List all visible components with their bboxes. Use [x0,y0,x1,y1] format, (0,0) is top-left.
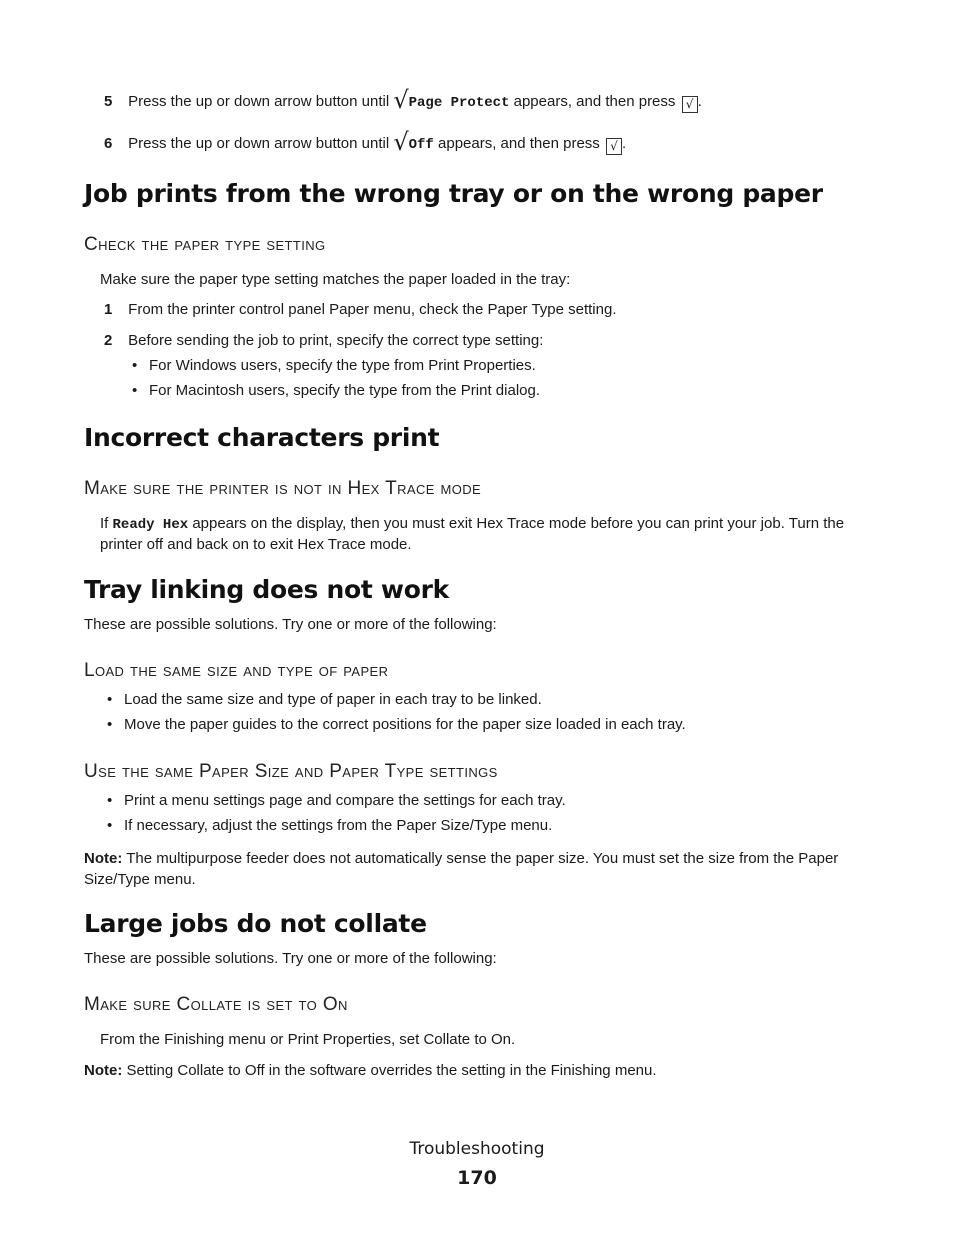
list-item-text: For Windows users, specify the type from Print Properties. [149,357,536,374]
section-heading: Tray linking does not work [84,575,449,604]
display-code: Page Protect [408,95,510,111]
step-text: From the printer control panel Paper menu, check the Paper Type setting. [128,301,617,318]
step-text: Before sending the job to print, specify the correct type setting: [128,332,544,349]
bullet-icon: • [107,817,113,834]
bullet-icon: • [107,792,113,809]
note-text: The multipurpose feeder does not automatically sense the paper size. You must set the size from the Paper [126,850,839,867]
section-heading: Incorrect characters print [84,423,440,452]
step-1 [104,300,617,320]
paragraph: From the Finishing menu or Print Properties, set Collate to On. [100,1031,516,1048]
note-label: Note: [84,1062,123,1079]
bullet-icon: • [107,716,113,733]
bullet-icon: • [132,382,138,399]
list-item-text: Move the paper guides to the correct positions for the paper size loaded in each tray. [124,716,686,733]
step-2 [104,331,543,351]
step-text: Press the up or down arrow button until [128,135,390,152]
note [84,1060,657,1081]
list-item-text: Print a menu settings page and compare the settings for each tray. [124,792,566,809]
note-text: Setting Collate to Off in the software overrides the setting in the Finishing menu. [126,1062,657,1079]
step-end: . [621,135,627,152]
bullet-icon: • [132,357,138,374]
step-number: 6 [104,135,113,152]
step-5 [104,88,702,113]
step-text-after: appears, and then press [438,135,600,152]
list-item [107,690,542,710]
list-item-text: If necessary, adjust the settings from the Paper Size/Type menu. [124,817,553,834]
paragraph: These are possible solutions. Try one or more of the following: [84,616,497,633]
step-6 [104,130,626,155]
paragraph-continued: printer off and back on to exit Hex Trace mode. [100,536,412,553]
paragraph [100,513,890,536]
step-text: Press the up or down arrow button until [128,93,390,110]
list-item-text: Load the same size and type of paper in each tray to be linked. [124,691,542,708]
note [84,848,884,869]
paragraph-text: appears on the display, then you must exit Hex Trace mode before you can print your job. Turn the [192,515,845,532]
display-code: Off [408,137,434,153]
select-button-icon: √ [606,138,622,155]
step-text-after: appears, and then press [513,93,676,110]
checkmark-icon: √ [393,128,409,156]
checkmark-icon: √ [393,86,409,114]
note-label: Note: [84,850,123,867]
list-item [132,381,540,401]
list-item [107,816,552,836]
page-number: 170 [457,1167,497,1189]
subsection-heading: Use the same Paper Size and Paper Type settings [84,761,498,782]
list-item [107,715,686,735]
subsection-heading: Check the paper type setting [84,234,326,255]
section-heading: Job prints from the wrong tray or on the wrong paper [84,179,823,208]
subsection-heading: Make sure the printer is not in Hex Trace mode [84,478,482,499]
step-number: 5 [104,93,113,110]
footer-chapter-title: Troubleshooting [409,1139,545,1159]
subsection-heading: Make sure Collate is set to On [84,994,348,1015]
bullet-icon: • [107,691,113,708]
subsection-heading: Load the same size and type of paper [84,660,389,681]
step-number: 2 [104,332,113,349]
section-heading: Large jobs do not collate [84,909,427,938]
list-item [132,356,536,376]
paragraph-text: If [100,515,109,532]
select-button-icon: √ [682,96,698,113]
paragraph: Make sure the paper type setting matches the paper loaded in the tray: [100,271,571,288]
list-item [107,791,566,811]
paragraph: These are possible solutions. Try one or more of the following: [84,950,497,967]
list-item-text: For Macintosh users, specify the type from the Print dialog. [149,382,541,399]
display-code: Ready Hex [112,517,189,533]
step-number: 1 [104,301,113,318]
note-continued: Size/Type menu. [84,871,196,888]
step-end: . [697,93,702,110]
